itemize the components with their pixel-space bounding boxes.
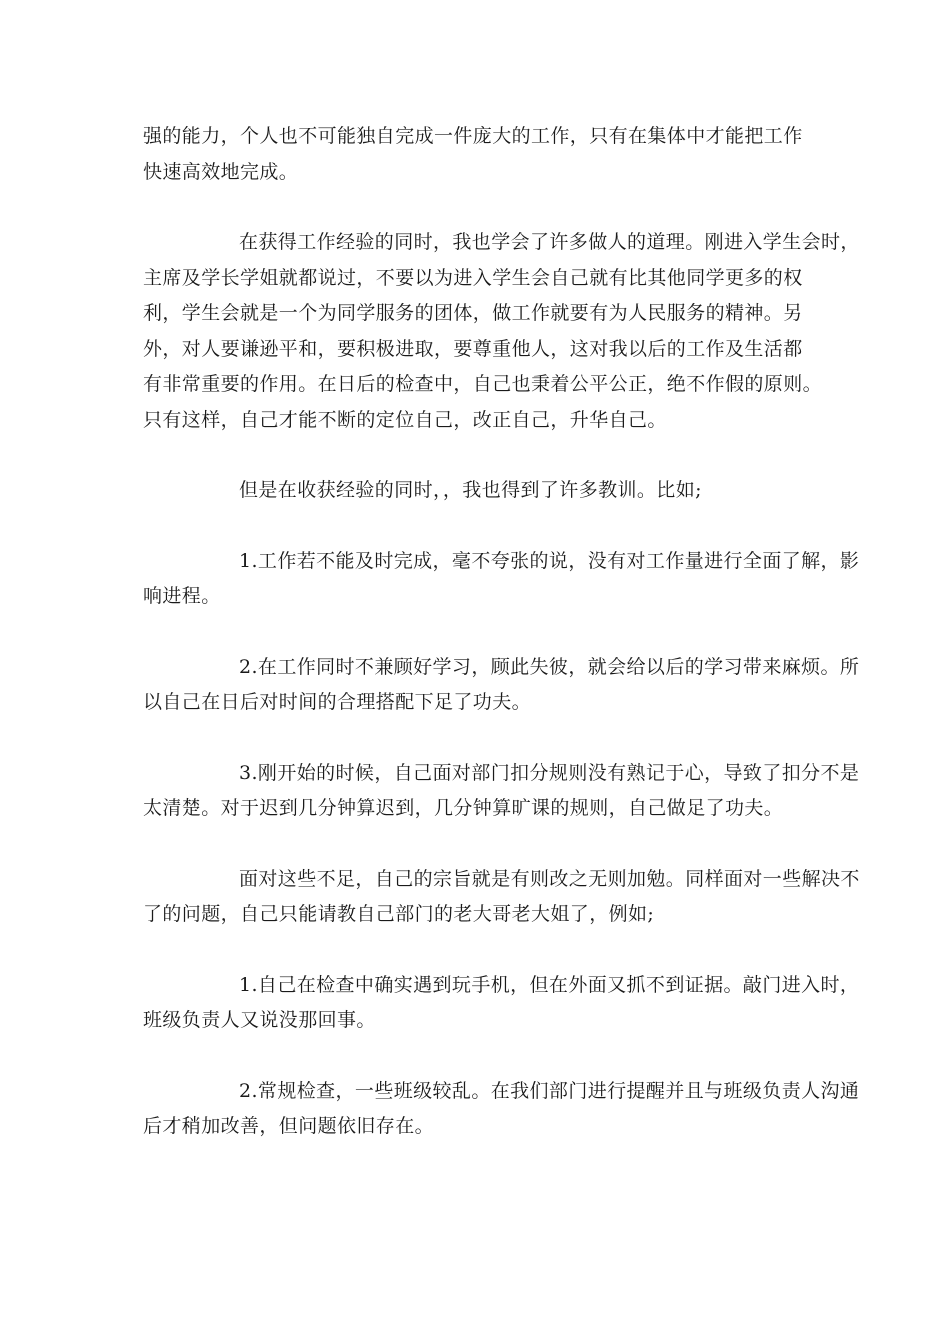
text-line: 面对这些不足，自己的宗旨就是有则改之无则加勉。同样面对一些解决不: [239, 867, 860, 890]
paragraph: [143, 1074, 860, 1145]
text-line: 利，学生会就是一个为同学服务的团体，做工作就要有为人民服务的精神。另: [143, 302, 803, 324]
text-line: 太清楚。对于迟到几分钟算迟到，几分钟算旷课的规则，自己做足了功夫。: [143, 797, 784, 819]
paragraph: [143, 119, 813, 190]
text-line: 快速高效地完成。: [143, 160, 299, 183]
text-line: 1.工作若不能及时完成，毫不夸张的说，没有对工作量进行全面了解，影: [239, 549, 860, 572]
text-line: 有非常重要的作用。在日后的检查中，自己也秉着公平公正，绝不作假的原则。: [143, 373, 823, 395]
text-line: 了的问题，自己只能请教自己部门的老大哥老大姐了，例如;: [143, 903, 655, 925]
text-line: 强的能力，个人也不可能独自完成一件庞大的工作，只有在集体中才能把工作: [143, 125, 803, 147]
paragraph: [143, 756, 860, 827]
text-line: 后才稍加改善，但问题依旧存在。: [143, 1115, 435, 1137]
text-line: 1.自己在检查中确实遇到玩手机，但在外面又抓不到证据。敲门进入时，: [239, 973, 860, 996]
paragraph: [143, 862, 860, 933]
paragraph: [143, 650, 860, 721]
text-line: 2.常规检查，一些班级较乱。在我们部门进行提醒并且与班级负责人沟通: [239, 1079, 860, 1102]
paragraph: [143, 473, 813, 509]
text-line: 响进程。: [143, 585, 221, 607]
text-line: 以自己在日后对时间的合理搭配下足了功夫。: [143, 691, 532, 713]
text-line: 主席及学长学姐就都说过，不要以为进入学生会自己就有比其他同学更多的权: [143, 266, 803, 289]
paragraph: [143, 544, 860, 615]
paragraph: [143, 968, 860, 1039]
text-line: 2.在工作同时不兼顾好学习，顾此失彼，就会给以后的学习带来麻烦。所: [239, 655, 860, 678]
document-body: [143, 119, 860, 1180]
text-line: 班级负责人又说没那回事。: [143, 1009, 376, 1031]
text-line: 在获得工作经验的同时，我也学会了许多做人的道理。刚进入学生会时，: [239, 231, 860, 253]
text-line: 外，对人要谦逊平和，要积极进取，要尊重他人，这对我以后的工作及生活都: [143, 337, 803, 360]
text-line: 但是在收获经验的同时，，我也得到了许多教训。比如;: [239, 479, 702, 501]
text-line: 3.刚开始的时候，自己面对部门扣分规则没有熟记于心，导致了扣分不是: [239, 761, 860, 784]
text-line: 只有这样，自己才能不断的定位自己，改正自己，升华自己。: [143, 408, 667, 431]
paragraph: [143, 225, 860, 438]
